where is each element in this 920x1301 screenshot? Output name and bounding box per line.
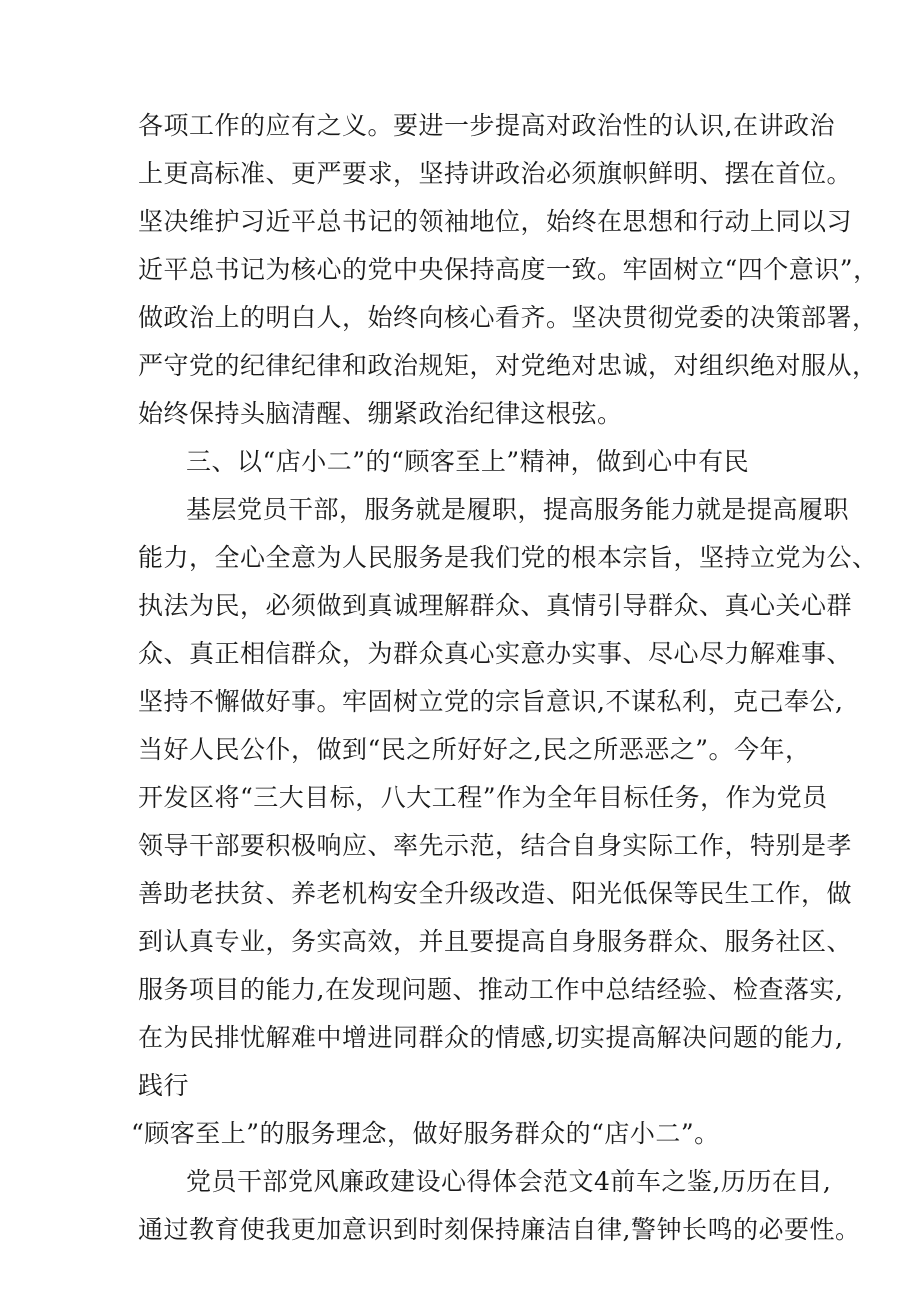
text-line: 基层党员干部，服务就是履职，提高服务能力就是提高履职 bbox=[186, 495, 850, 524]
text-line: 始终保持头脑清醒、绷紧政治纪律这根弦。 bbox=[138, 399, 623, 428]
text-line: 践行 bbox=[138, 1071, 190, 1100]
text-line: 做政治上的明白人，始终向核心看齐。坚决贯彻党委的决策部署， bbox=[138, 303, 878, 332]
text-line: 严守党的纪律纪律和政治规矩，对党绝对忠诚，对组织绝对服从， bbox=[138, 351, 878, 380]
section-heading: 三、以“店小二”的“顾客至上”精神，做到心中有民 bbox=[186, 447, 750, 476]
text-line: 当好人民公仆，做到“民之所好好之,民之所恶恶之”。今年， bbox=[138, 735, 811, 764]
text-line: 坚决维护习近平总书记的领袖地位，始终在思想和行动上同以习 bbox=[138, 207, 853, 236]
text-line: “顾客至上”的服务理念，做好服务群众的“店小二”。 bbox=[131, 1119, 720, 1148]
text-line: 党员干部党风廉政建设心得体会范文4前车之鉴,历历在目, bbox=[186, 1167, 832, 1196]
text-line: 近平总书记为核心的党中央保持高度一致。牢固树立“四个意识”， bbox=[138, 255, 879, 284]
text-line: 能力，全心全意为人民服务是我们党的根本宗旨，坚持立党为公、 bbox=[138, 543, 878, 572]
text-line: 服务项目的能力,在发现问题、推动工作中总结经验、检查落实, bbox=[138, 975, 844, 1004]
text-line: 善助老扶贫、养老机构安全升级改造、阳光低保等民生工作，做 bbox=[138, 879, 853, 908]
text-line: 各项工作的应有之义。要进一步提高对政治性的认识,在讲政治 bbox=[138, 111, 835, 140]
text-line: 众、真正相信群众，为群众真心实意办实事、尽心尽力解难事、 bbox=[138, 639, 853, 668]
text-line: 领导干部要积极响应、率先示范，结合自身实际工作，特别是孝 bbox=[138, 831, 853, 860]
text-line: 开发区将“三大目标，八大工程”作为全年目标任务，作为党员 bbox=[138, 783, 828, 812]
text-line: 通过教育使我更加意识到时刻保持廉洁自律,警钟长鸣的必要性。 bbox=[138, 1215, 861, 1244]
text-line: 在为民排忧解难中增进同群众的情感,切实提高解决问题的能力, bbox=[138, 1023, 844, 1052]
text-line: 执法为民，必须做到真诚理解群众、真情引导群众、真心关心群 bbox=[138, 591, 853, 620]
text-line: 坚持不懈做好事。牢固树立党的宗旨意识,不谋私利，克己奉公, bbox=[138, 687, 844, 716]
text-line: 上更高标准、更严要求，坚持讲政治必须旗帜鲜明、摆在首位。 bbox=[138, 159, 853, 188]
text-line: 到认真专业，务实高效，并且要提高自身服务群众、服务社区、 bbox=[138, 927, 853, 956]
